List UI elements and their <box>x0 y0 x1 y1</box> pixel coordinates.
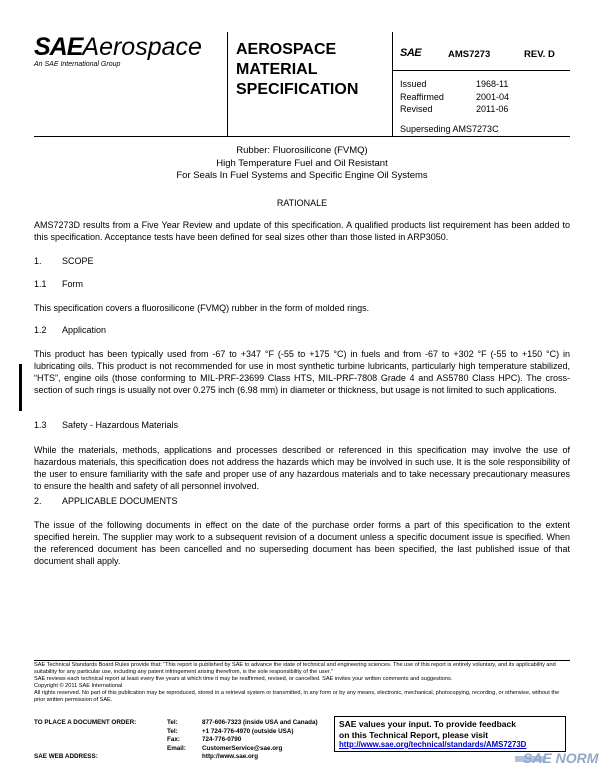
rationale-text: AMS7273D results from a Five Year Review and update of this specification. A qualified products list requirement has been added to this specification. Acceptance tests have been defined for seal sizes other than those listed in ARP3050. <box>34 220 570 242</box>
date-label: Reaffirmed <box>400 91 444 102</box>
web-address-link[interactable]: http://www.sae.org <box>202 753 259 760</box>
date-row-issued <box>400 78 570 91</box>
contact-key: Tel: <box>167 719 178 726</box>
footer-line: Copyright © 2011 SAE International <box>34 683 123 689</box>
date-label: Issued <box>400 79 427 89</box>
section-number: 1.2 <box>34 325 47 335</box>
logo-tagline: An SAE International Group <box>34 61 121 68</box>
contact-key: Email: <box>167 744 186 752</box>
section-title: APPLICABLE DOCUMENTS <box>62 496 178 506</box>
spec-title-line: SPECIFICATION <box>236 81 359 98</box>
date-label: Revised <box>400 104 433 114</box>
footer-line: All rights reserved. No part of this publication may be reproduced, stored in a retrieval system or transmitted, in any form or by any means, electronic, mechanical, photocopying, recording, or otherwise, without the prior written permission of SAE. <box>34 690 560 703</box>
section-title: SCOPE <box>62 256 94 266</box>
section-number: 1.1 <box>34 279 47 289</box>
sae-small-logo: SAE <box>400 47 422 59</box>
section-safety-text: While the materials, methods, applications and processes described or referenced in this specification may involve the use of hazardous materials, this specification does not address the hazards which may be involved in such use. It is the sole responsibility of the user to ensure familiarity with the safe and proper use of any hazardous materials and to take necessary precautionary measures to ensure the health and safety of all personnel involved. <box>34 445 570 491</box>
title-line: Rubber: Fluorosilicone (FVMQ) <box>236 145 368 156</box>
date-value: 2001-04 <box>476 91 510 102</box>
title-line: For Seals In Fuel Systems and Specific Engine Oil Systems <box>176 170 428 181</box>
sae-aerospace-logo <box>34 34 204 68</box>
contact-email[interactable]: CustomerService@sae.org <box>202 744 283 752</box>
revision-label: REV. D <box>524 49 555 60</box>
header-divider-right <box>392 32 393 136</box>
feedback-text: on this Technical Report, please visit <box>339 729 489 740</box>
document-title <box>34 145 570 183</box>
title-line: High Temperature Fuel and Oil Resistant <box>216 157 388 169</box>
date-value: 1968-11 <box>476 79 509 89</box>
watermark-text: SAE NORM <box>523 750 599 766</box>
section-form-text: This specification covers a fluorosilicone (FVMQ) rubber in the form of molded rings. <box>34 303 370 313</box>
contact-value: 877-606-7323 (inside USA and Canada) <box>202 719 318 726</box>
revision-change-bar <box>19 364 22 411</box>
order-label: TO PLACE A DOCUMENT ORDER: <box>34 719 137 726</box>
contact-value: +1 724-776-4970 (outside USA) <box>202 727 294 735</box>
section-number: 1. <box>34 256 42 266</box>
superseding-note: Superseding AMS7273C <box>400 124 499 134</box>
contact-value: 724-776-0790 <box>202 736 242 743</box>
document-number: AMS7273 <box>448 49 491 60</box>
section-number: 2. <box>34 496 42 506</box>
logo-aerospace-text: Aerospace <box>82 33 202 61</box>
order-contact-block <box>34 719 334 762</box>
date-row-reaffirmed <box>400 91 570 104</box>
section-title: Form <box>62 279 83 289</box>
contact-key: Tel: <box>167 727 178 735</box>
section-documents-heading <box>34 496 178 506</box>
footer-line: SAE reviews each technical report at least every five years at which time it may be reaffirmed, revised, or cancelled. SAE invites your written comments and suggestions. <box>34 676 453 682</box>
date-row-revised <box>400 103 570 116</box>
header-divider-left <box>227 32 228 136</box>
footer-legal-text <box>34 662 570 704</box>
footer-line: SAE Technical Standards Board Rules provide that: “This report is published by SAE to advance the state of technical and engineering sciences. The use of this report is entirely voluntary, and its applicability and suitability for any particular use, including any patent infringement arising therefrom, is the sole responsibility of the user.” <box>34 662 556 675</box>
contact-key: Fax: <box>167 736 180 743</box>
feedback-text: SAE values your input. To provide feedback <box>339 719 516 729</box>
web-label: SAE WEB ADDRESS: <box>34 753 98 760</box>
rationale-heading: RATIONALE <box>276 198 328 208</box>
feedback-link[interactable]: http://www.sae.org/technical/standards/AMS7273D <box>339 740 527 749</box>
date-value: 2011-06 <box>476 104 509 114</box>
header-divider-horizontal <box>392 70 570 71</box>
section-application-text: This product has been typically used from -67 to +347 °F (-55 to +175 °C) in fuels and from -67 to +302 °F (-55 to +150 °C) in lubricating oils. This product is not recommended for use in most synthetic turbine lubricants, particularly high temperature stabilized, “HTS”, engine oils (those conforming to MIL-PRF-23699 Class HTS, MIL-PRF-7808 Grade 4 and AS5780 Class HPC). The cross-section of such rings is usually not over 0.275 inch (6.98 mm) in diameter or thickness, but usage is not limited to such applications. <box>34 349 570 395</box>
section-application-heading <box>34 325 106 335</box>
sae-norm-watermark <box>515 736 600 776</box>
logo-sae-text: SAE <box>34 33 83 61</box>
spec-type-title <box>236 40 386 100</box>
section-documents-text: The issue of the following documents in effect on the date of the purchase order forms a part of this specification to the extent specified herein. The supplier may work to a subsequent revision of a document unless a specific document issue is specified. When the referenced document has been cancelled and no superseding document has been specified, the last published issue of that document shall apply. <box>34 520 570 566</box>
section-title: Safety - Hazardous Materials <box>62 420 179 430</box>
section-title: Application <box>62 325 107 335</box>
footer-rule <box>34 660 570 661</box>
section-form-heading <box>34 279 83 289</box>
spec-title-line: MATERIAL <box>236 61 318 78</box>
section-number: 1.3 <box>34 420 47 430</box>
header-bottom-rule <box>34 136 570 137</box>
date-block <box>400 78 570 116</box>
section-scope-heading <box>34 256 94 266</box>
spec-title-line: AEROSPACE <box>236 41 337 58</box>
section-safety-heading <box>34 420 178 430</box>
